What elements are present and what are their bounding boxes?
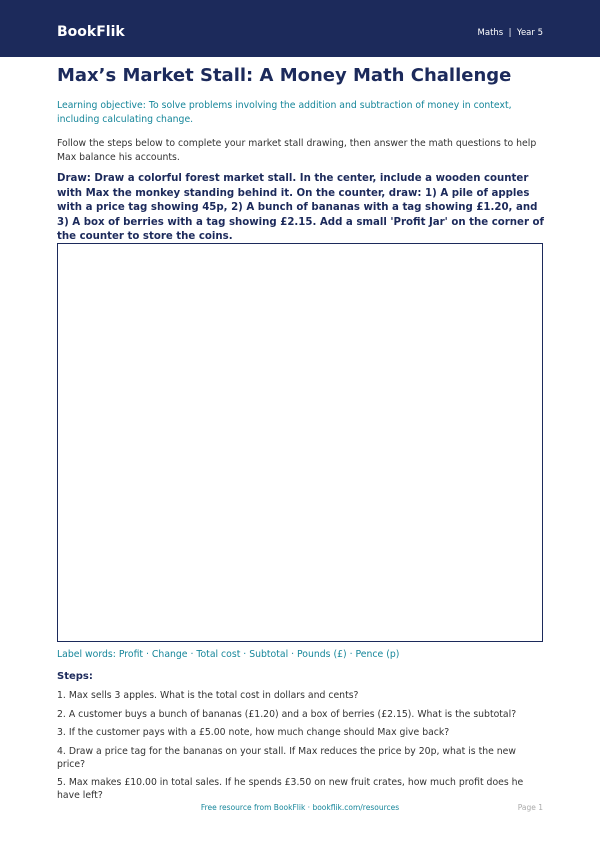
drawing-area[interactable] <box>57 243 543 642</box>
subject-year-label: Maths | Year 5 <box>477 28 543 38</box>
step-item: 1. Max sells 3 apples. What is the total cost in dollars and cents? <box>57 690 359 701</box>
worksheet-title: Max’s Market Stall: A Money Math Challenge <box>57 65 512 86</box>
step-item: 2. A customer buys a bunch of bananas (£1.20) and a box of berries (£2.15). What is the subtotal? <box>57 708 517 720</box>
steps-list <box>57 689 542 808</box>
drawing-instruction: Draw: Draw a colorful forest market stall. In the center, include a wooden counter with Max the monkey standing behind it. On the counter, draw: 1) A pile of apples with a price tag showing 45p, 2) A bunch of bananas with a tag showing £1.20, and 3) A box of berries with a tag showing £2.15. Add a small 'Profit Jar' on the corner of the counter to store the coins. <box>57 173 544 242</box>
page-header <box>0 0 600 57</box>
steps-heading: Steps: <box>57 671 93 682</box>
label-words: Label words: Profit · Change · Total cost · Subtotal · Pounds (£) · Pence (p) <box>57 649 400 660</box>
brand-logo[interactable]: BookFlik <box>57 24 125 40</box>
learning-objective: Learning objective: To solve problems involving the addition and subtraction of money in context, including calculating change. <box>57 100 512 125</box>
step-item: 3. If the customer pays with a £5.00 note, how much change should Max give back? <box>57 727 450 738</box>
page-number: Page 1 <box>517 803 543 812</box>
intro-text: Follow the steps below to complete your market stall drawing, then answer the math questions to help Max balance his accounts. <box>57 138 537 163</box>
footer-link[interactable]: Free resource from BookFlik · bookflik.com/resources <box>200 803 400 812</box>
step-item: 4. Draw a price tag for the bananas on your stall. If Max reduces the price by 20p, what is the new price? <box>57 745 517 770</box>
step-item: 5. Max makes £10.00 in total sales. If he spends £3.50 on new fruit crates, how much profit does he have left? <box>57 777 524 801</box>
